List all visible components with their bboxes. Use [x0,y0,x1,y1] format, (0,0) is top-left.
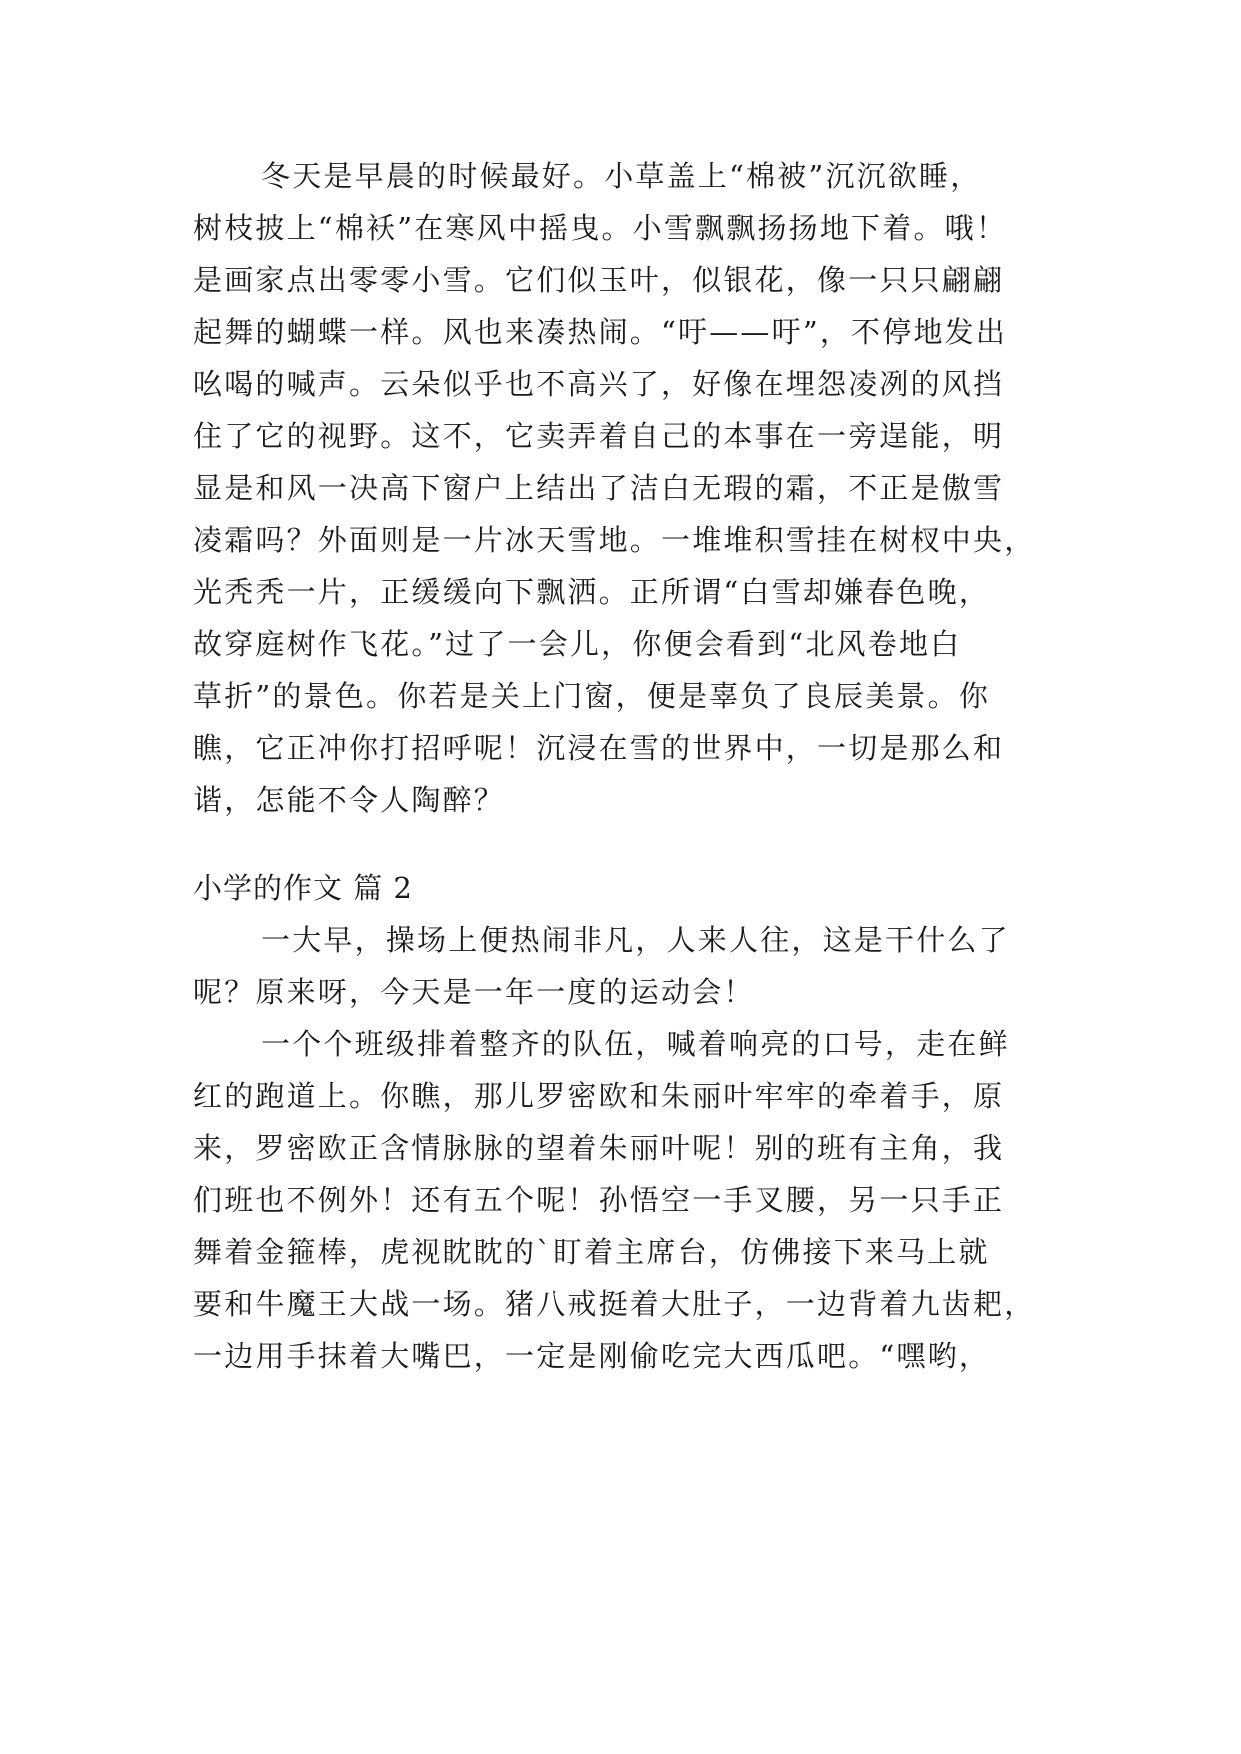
text-line: 呢？原来呀，今天是一年一度的运动会！ [193,975,755,1009]
text-line: 一边用手抹着大嘴巴，一定是刚偷吃完大西瓜吧。“嘿哟， [193,1339,991,1373]
text-line: 是画家点出零零小雪。它们似玉叶，似银花，像一只只翩翩 [193,263,1005,297]
text-line: 舞着金箍棒，虎视眈眈的`盯着主席台，仿佛接下来马上就 [193,1235,990,1269]
text-line: 故穿庭树作飞花。”过了一会儿，你便会看到“北风卷地白 [193,627,962,661]
text-line: 吆喝的喊声。云朵似乎也不高兴了，好像在埋怨凌冽的风挡 [193,367,1005,401]
text-line: 草折”的景色。你若是关上门窗，便是辜负了良辰美景。你 [193,679,991,713]
text-line: 瞧，它正冲你打招呼呢！沉浸在雪的世界中，一切是那么和 [193,731,1005,765]
text-line: 红的跑道上。你瞧，那儿罗密欧和朱丽叶牢牢的牵着手，原 [193,1079,1005,1113]
text-line: 凌霜吗？外面则是一片冰天雪地。一堆堆积雪挂在树杈中央， [193,523,1036,557]
text-line: 冬天是早晨的时候最好。小草盖上“棉被”沉沉欲睡， [261,159,982,193]
text-line: 光秃秃一片，正缓缓向下飘洒。正所谓“白雪却嫌春色晚， [193,575,991,609]
text-line: 住了它的视野。这不，它卖弄着自己的本事在一旁逞能，明 [193,419,1005,453]
text-line: 显是和风一决高下窗户上结出了洁白无瑕的霜，不正是傲雪 [193,471,1005,505]
text-line: 树枝披上“棉袄”在寒风中摇曳。小雪飘飘扬扬地下着。哦！ [193,211,1008,245]
section-heading: 小学的作文 篇 2 [193,871,413,905]
text-line: 们班也不例外！还有五个呢！孙悟空一手叉腰，另一只手正 [193,1183,1005,1217]
text-line: 谐，怎能不令人陶醉？ [193,783,506,817]
text-line: 要和牛魔王大战一场。猪八戒挺着大肚子，一边背着九齿耙， [193,1287,1036,1321]
text-line: 起舞的蝴蝶一样。风也来凑热闹。“吁——吁”，不停地发出 [193,315,1008,349]
text-line: 一个个班级排着整齐的队伍，喊着响亮的口号，走在鲜 [261,1027,1010,1061]
text-line: 来，罗密欧正含情脉脉的望着朱丽叶呢！别的班有主角，我 [193,1131,1005,1165]
text-line: 一大早，操场上便热闹非凡，人来人往，这是干什么了 [261,923,1010,957]
